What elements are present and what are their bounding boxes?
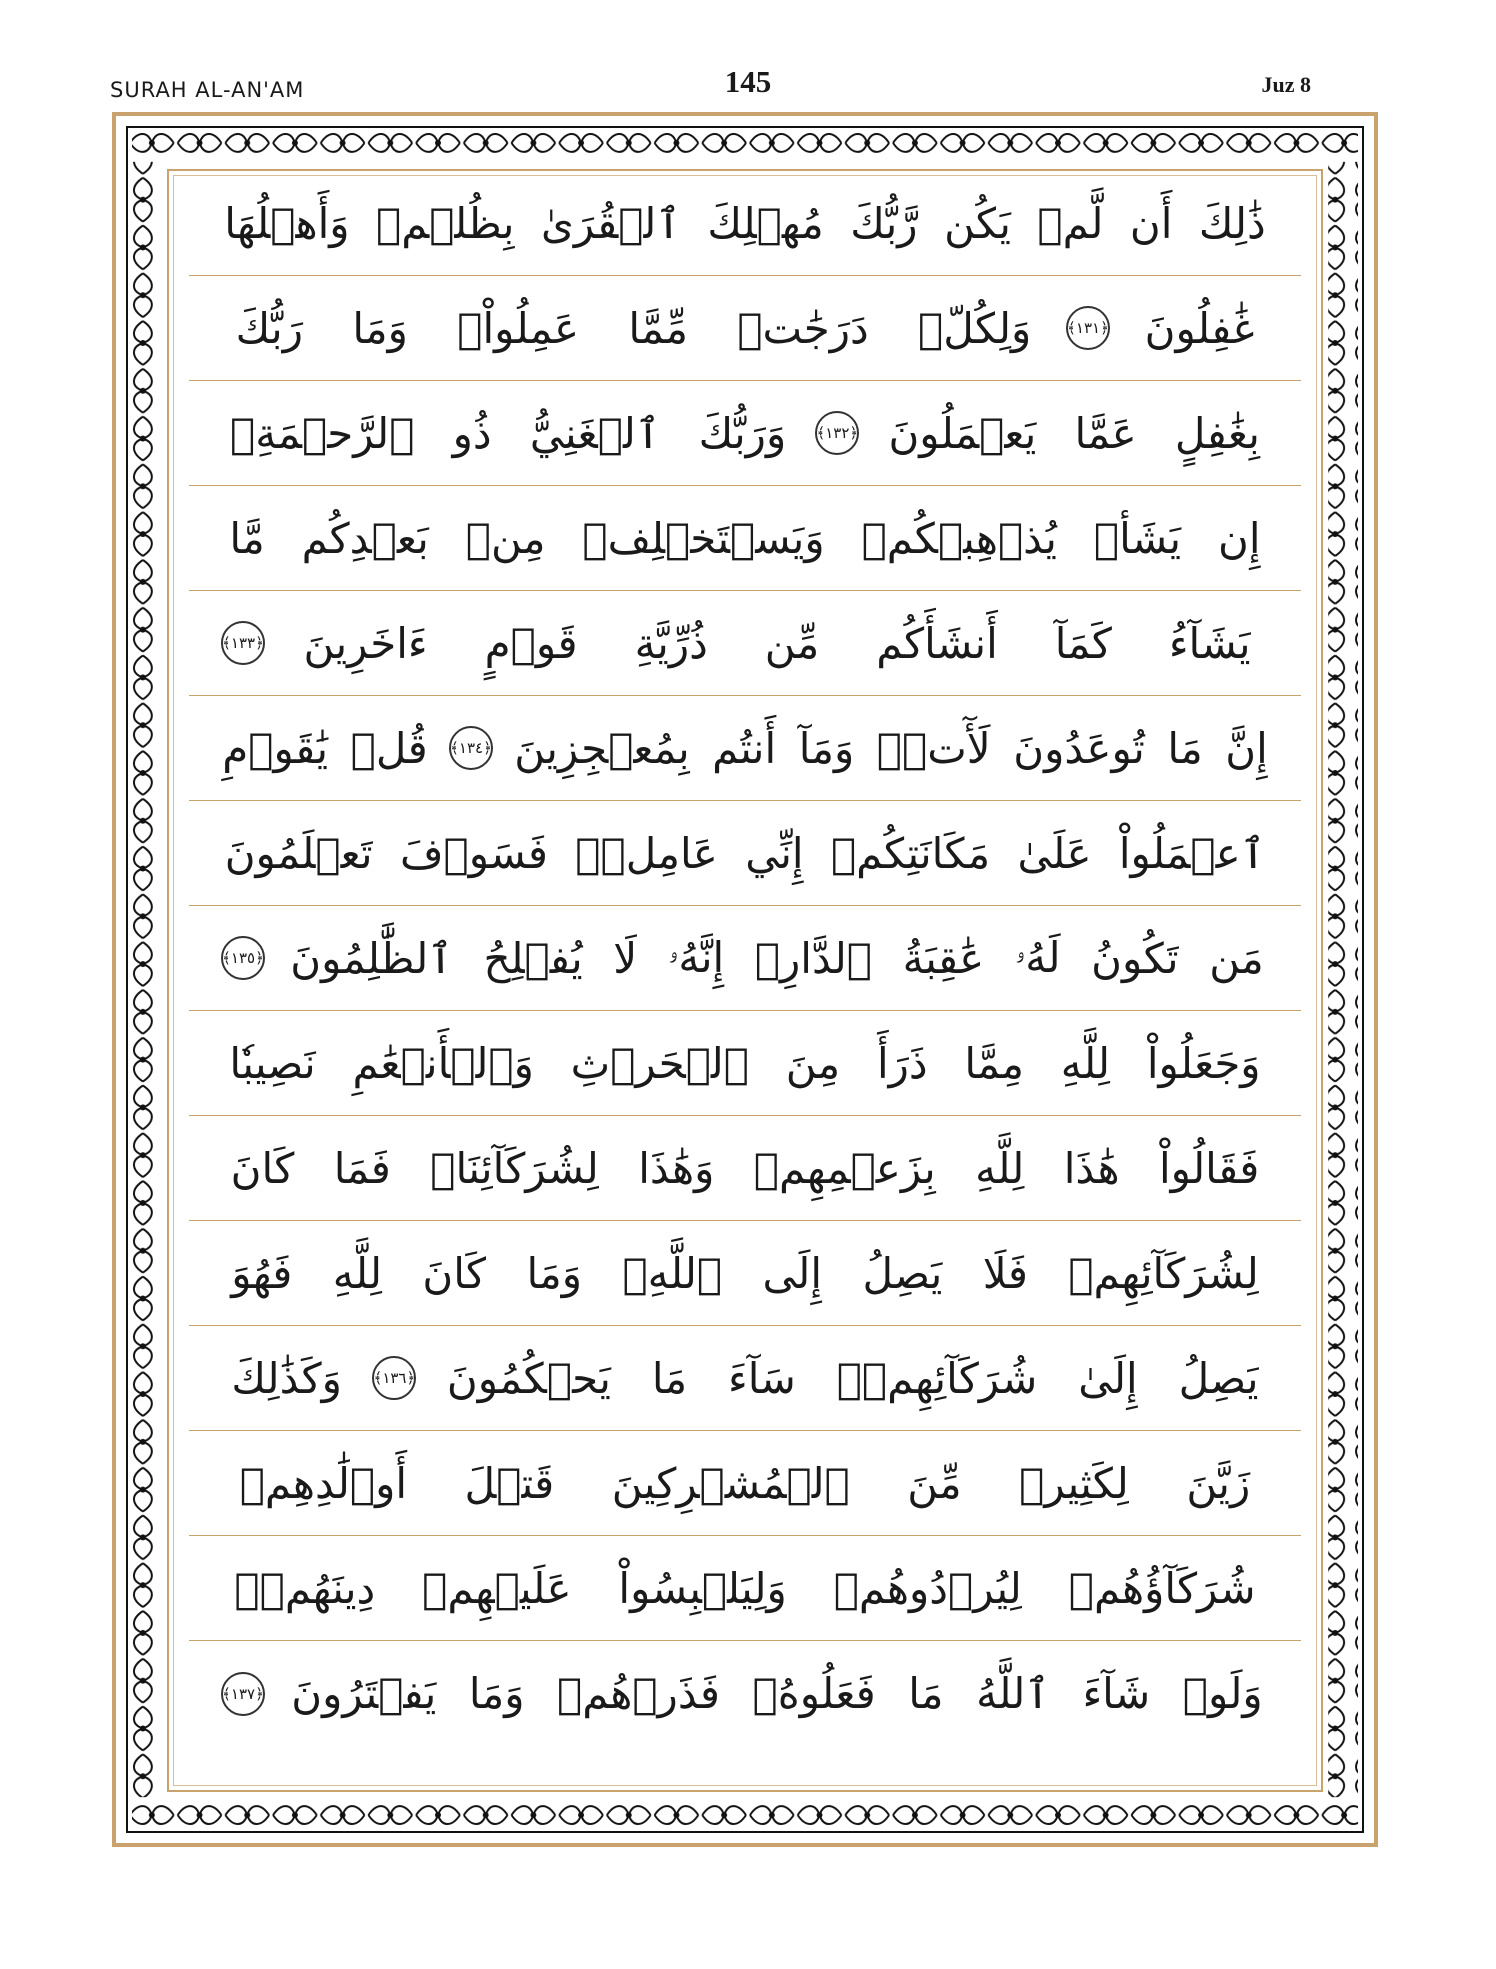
word: ءَاخَرِينَ [303,618,428,668]
text-line [189,1641,1301,1746]
word: يَشَآءُ [1168,618,1251,668]
text-line [189,486,1301,591]
text-line [189,696,1301,801]
word: وَجَعَلُواْ [1146,1038,1261,1088]
text-line [189,276,1301,381]
word: لَهُۥ [1014,933,1061,982]
word: يُذۡهِبۡكُمۡ [861,513,1057,563]
word: إِلَى [762,1248,823,1298]
word: فَعَلُوهُۖ [752,1669,876,1718]
word: وَيَسۡتَخۡلِفۡ [582,513,825,563]
word: مَا [651,1353,688,1403]
word: ذَرَأَ [876,1038,928,1088]
word: مَّا [229,513,265,563]
word: كَمَآ [1054,618,1112,668]
ayah-number-marker: ﴿١٣٣﴾ [221,621,265,665]
word: بَعۡدِكُم [301,513,429,563]
word: ٱلۡحَرۡثِ [570,1038,749,1088]
word: بِزَعۡمِهِمۡ [753,1143,936,1193]
text-line [189,1011,1301,1116]
ayah-number-marker: ﴿١٣٤﴾ [449,726,493,770]
text-line [189,906,1301,1011]
word: ذُرِّيَّةِ [634,618,708,668]
word: يُفۡلِحُ [483,933,583,983]
word: وَأَهۡلُهَا [224,198,350,248]
word: يَحۡكُمُونَ [446,1353,611,1403]
word: إِنَّهُۥ [667,933,725,982]
word: ٱلۡغَنِيُّ [529,408,661,458]
word: شُرَكَآئِهِمۡۗ [836,1353,1038,1403]
juz-label: Juz 8 [1261,72,1311,97]
word: قَتۡلَ [464,1458,555,1508]
text-line [189,171,1301,276]
word: وَلِيَلۡبِسُواْ [618,1563,787,1613]
word: بِغَٰفِلٍ [1174,408,1260,458]
word: وَرَبُّكَ [698,408,787,458]
text-line [189,1221,1301,1326]
word: إِنَّ [1225,723,1268,773]
text-line [189,1536,1301,1641]
ayah-number-marker: ﴿١٣١﴾ [1066,306,1110,350]
word: إِنِّي [745,828,804,878]
word: مُهۡلِكَ [707,198,824,248]
word: فَمَا [333,1143,391,1193]
word: عَلَىٰ [1017,828,1092,878]
word: شُرَكَآؤُهُمۡ [1068,1563,1256,1613]
text-panel [167,169,1323,1792]
page-frame [112,112,1378,1847]
word: دِينَهُمۡۖ [234,1563,376,1613]
word: رَبُّكَ [235,303,304,353]
word: لَّمۡ [1037,198,1104,248]
word: فَذَرۡهُمۡ [557,1669,720,1718]
word: أَنتُم [712,723,777,773]
word: ٱلدَّارِۚ [754,933,873,983]
word: يَكُن [944,198,1011,248]
text-line [189,381,1301,486]
word: وَلِكُلّٖ [918,303,1032,353]
word: وَمَآ [798,723,855,773]
word: هَٰذَا [1063,1143,1120,1193]
word: أَن [1129,198,1173,248]
word: ٱلرَّحۡمَةِۚ [230,408,415,458]
word: بِمُعۡجِزِينَ [514,723,690,773]
word: عَامِلٞۖ [575,828,718,878]
ayah-number-marker: ﴿١٣٢﴾ [815,411,859,455]
word: إِلَىٰ [1078,1353,1138,1403]
word: يَفۡتَرُونَ [291,1669,437,1718]
word: ذَٰلِكَ [1198,198,1266,248]
word: مِمَّا [964,1038,1024,1088]
word: يَصِلُ [1178,1353,1259,1403]
word: مَا [908,1669,944,1718]
word: وَلَوۡ [1182,1669,1263,1718]
ayah-number-marker: ﴿١٣٦﴾ [372,1356,416,1400]
word: وَكَذَٰلِكَ [231,1353,342,1403]
word: ٱعۡمَلُواْ [1118,828,1266,878]
text-lines [189,171,1301,1746]
word: كَانَ [422,1248,487,1298]
word: تَعۡلَمُونَ [224,828,373,878]
word: ٱلۡقُرَىٰ [540,198,681,248]
word: مِّن [764,618,820,668]
word: فَلَا [982,1248,1028,1298]
text-line [189,1326,1301,1431]
word: عَلَيۡهِمۡ [422,1563,572,1613]
word: مِنۢ [465,513,546,563]
word: عَٰقِبَةُ [902,933,985,983]
word: دَرَجَٰتٞ [737,303,869,353]
word: وَهَٰذَا [638,1143,715,1193]
word: عَمِلُواْۚ [457,303,580,353]
word: ٱللَّهِۖ [622,1248,723,1298]
word: يَشَأۡ [1093,513,1182,563]
word: مَن [1209,933,1264,983]
word: لَا [613,933,638,983]
word: فَقَالُواْ [1159,1143,1260,1193]
word: وَمَا [352,303,408,353]
word: مِنَ [785,1038,841,1088]
text-line [189,591,1301,696]
word: رَّبُّكَ [850,198,918,248]
word: وَمَا [468,1669,525,1718]
word: لِلَّهِ [1060,1038,1111,1088]
word: لِلَّهِ [332,1248,382,1298]
word: فَهُوَ [231,1248,293,1298]
word: لِكَثِيرٖ [1019,1458,1129,1508]
word: وَمَا [526,1248,583,1298]
word: ٱلظَّٰلِمُونَ [290,933,453,983]
word: مَكَانَتِكُمۡ [830,828,991,878]
word: نَصِيبٗا [229,1038,316,1088]
word: لِلَّهِ [975,1143,1025,1193]
word: أَنشَأَكُم [876,618,998,668]
page-number: 145 [724,64,772,99]
word: ٱللَّهُ [976,1669,1050,1718]
word: قَوۡمٍ [484,618,578,668]
word: وَٱلۡأَنۡعَٰمِ [352,1038,534,1088]
word: يَٰقَوۡمِ [222,723,329,773]
word: لِشُرَكَآئِنَاۖ [430,1143,599,1193]
word: تَكُونُ [1091,933,1179,983]
word: مِّنَ [907,1458,962,1508]
text-line [189,1116,1301,1221]
word: لَأٓتٖۖ [876,723,991,773]
word: قُلۡ [350,723,428,773]
word: كَانَ [230,1143,295,1193]
word: لِيُرۡدُوهُمۡ [833,1563,1022,1613]
word: عَمَّا [1074,408,1137,458]
word: ٱلۡمُشۡرِكِينَ [611,1458,850,1508]
word: تُوعَدُونَ [1013,723,1145,773]
word: بِظُلۡمٖ [376,198,515,248]
word: سَآءَ [728,1353,796,1403]
word: فَسَوۡفَ [399,828,548,878]
word: يَعۡمَلُونَ [888,408,1037,458]
word: زَيَّنَ [1186,1458,1251,1508]
text-line [189,801,1301,906]
word: لِشُرَكَآئِهِمۡ [1068,1248,1259,1298]
word: غَٰفِلُونَ [1144,303,1255,353]
word: يَصِلُ [862,1248,943,1298]
word: أَوۡلَٰدِهِمۡ [239,1458,408,1508]
ayah-number-marker: ﴿١٣٧﴾ [221,1672,265,1716]
word: إِن [1218,513,1261,563]
word: مِّمَّا [628,303,688,353]
word: مَا [1167,723,1203,773]
word: شَآءَ [1082,1669,1151,1718]
surah-title: SURAH AL-AN'AM [110,78,305,102]
text-line [189,1431,1301,1536]
ayah-number-marker: ﴿١٣٥﴾ [221,936,265,980]
word: ذُو [452,408,492,458]
